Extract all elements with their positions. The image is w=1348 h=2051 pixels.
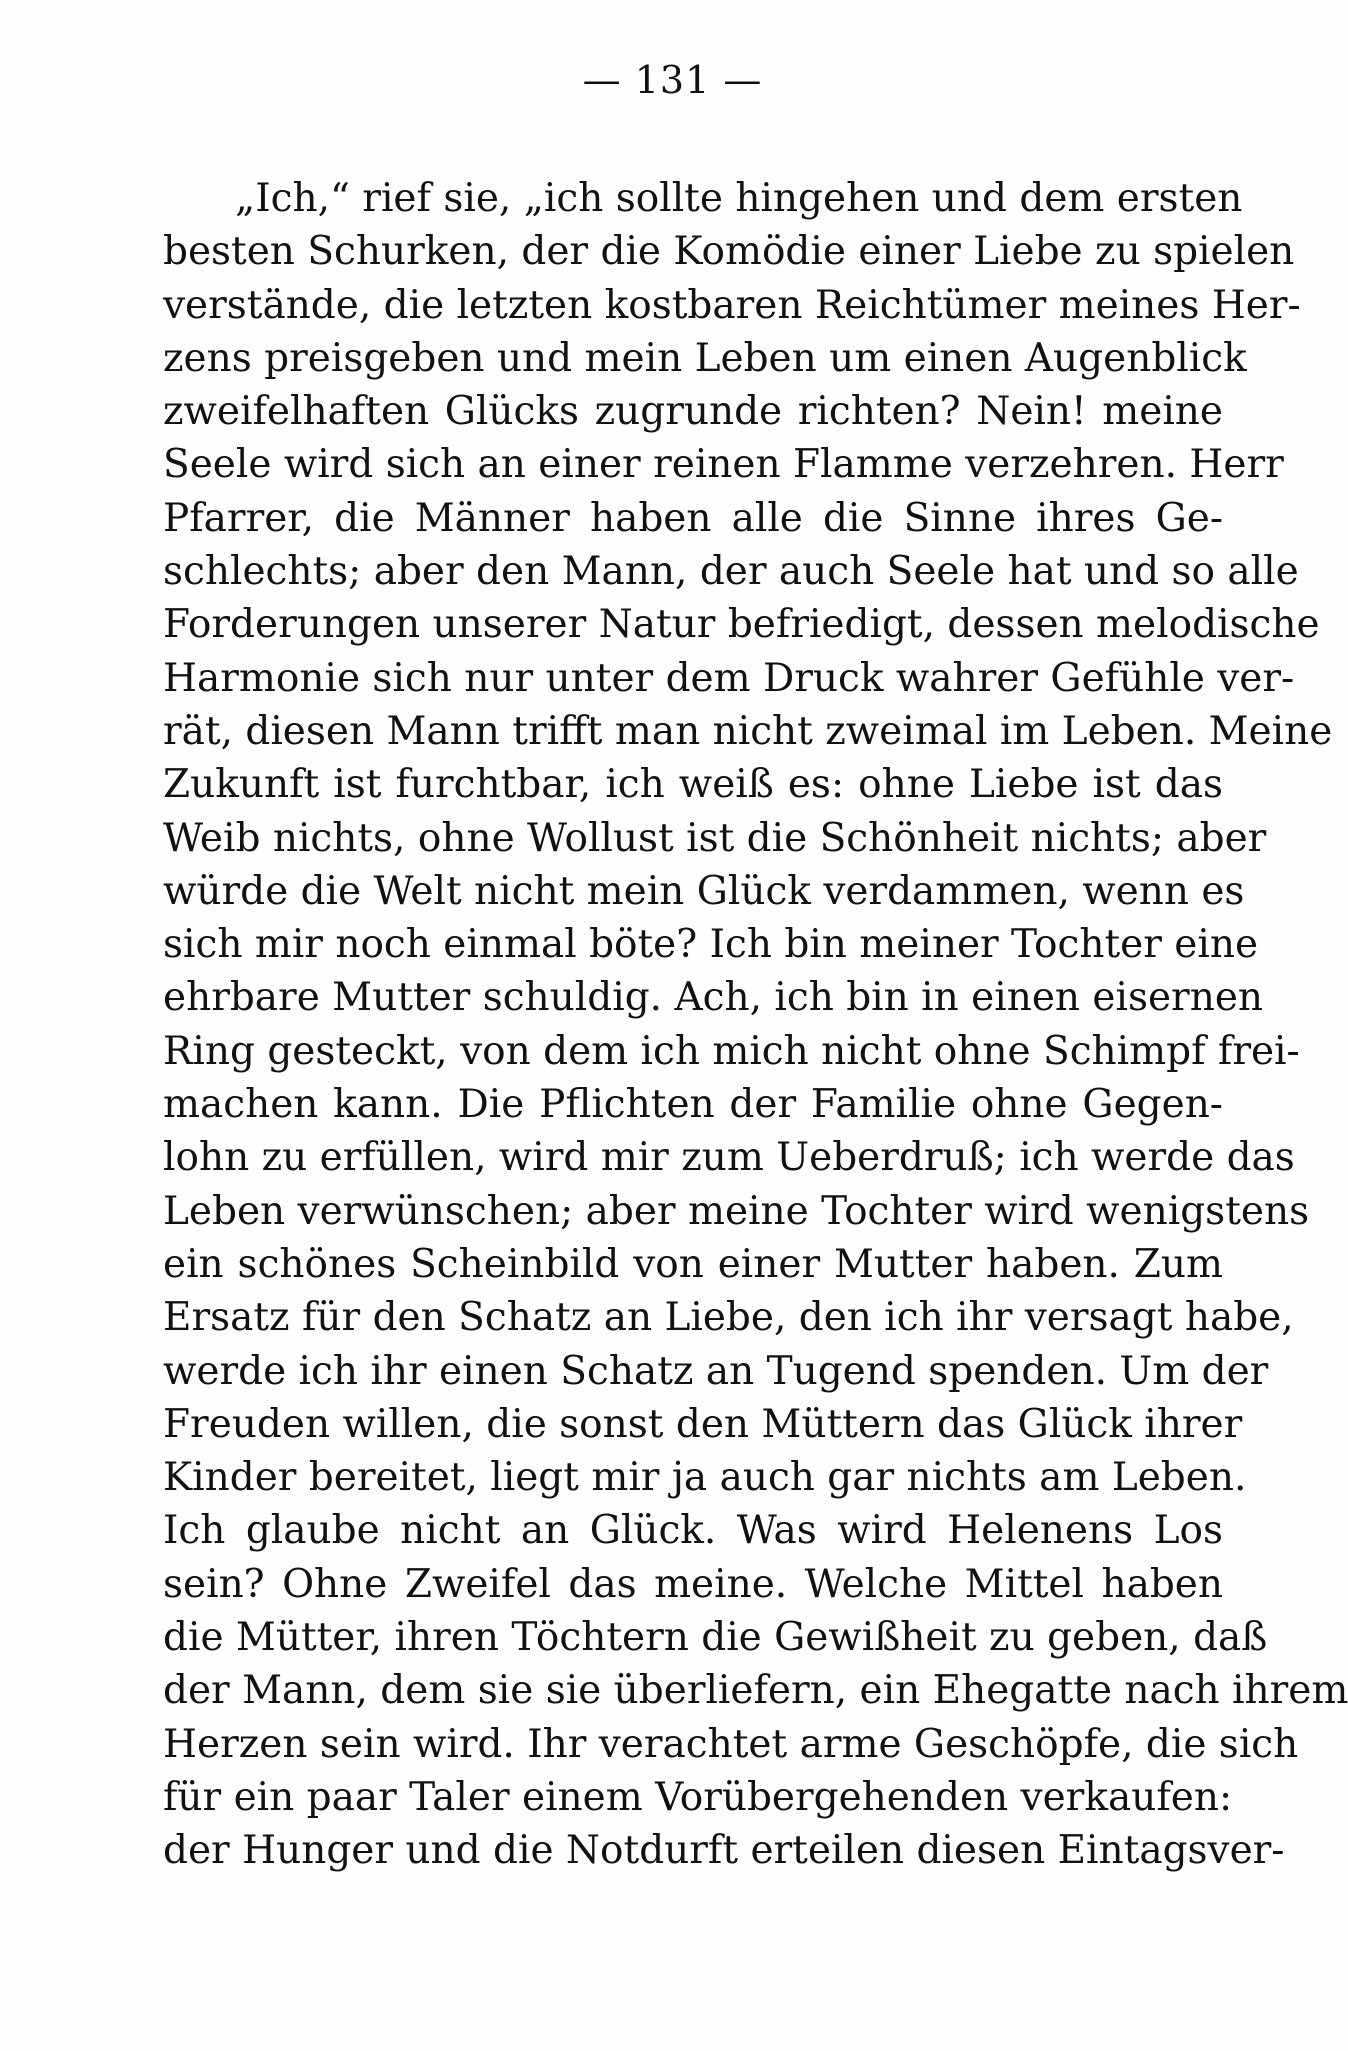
text-line: ein schönes Scheinbild von einer Mutter haben. Zum <box>163 1241 1223 1287</box>
text-line: rät, diesen Mann trifft man nicht zweimal im Leben. Meine <box>163 708 1333 754</box>
text-line: für ein paar Taler einem Vorübergehenden verkaufen: <box>163 1774 1233 1820</box>
text-line: werde ich ihr einen Schatz an Tugend spenden. Um der <box>163 1348 1269 1394</box>
text-line: zens preisgeben und mein Leben um einen Augenblick <box>163 335 1247 381</box>
text-line: ehrbare Mutter schuldig. Ach, ich bin in einen eisernen <box>163 975 1264 1021</box>
text-line: machen kann. Die Pflichten der Familie ohne Gegen- <box>163 1082 1223 1128</box>
text-line: Pfarrer, die Männer haben alle die Sinne ihres Ge- <box>163 495 1223 541</box>
text-line: der Hunger und die Notdurft erteilen diesen Eintagsver- <box>163 1828 1285 1874</box>
body-text <box>163 172 1348 1878</box>
text-line: der Mann, dem sie sie überliefern, ein Ehegatte nach ihrem <box>163 1668 1348 1714</box>
text-line: verstände, die letzten kostbaren Reichtümer meines Her- <box>163 282 1301 328</box>
text-line: Leben verwünschen; aber meine Tochter wird wenigstens <box>163 1188 1310 1234</box>
text-line: Ich glaube nicht an Glück. Was wird Helenens Los <box>163 1508 1223 1554</box>
text-line: Ring gesteckt, von dem ich mich nicht ohne Schimpf frei- <box>163 1028 1300 1074</box>
text-line: schlechts; aber den Mann, der auch Seele hat und so alle <box>163 549 1299 595</box>
text-line: Seele wird sich an einer reinen Flamme verzehren. Herr <box>163 442 1284 488</box>
text-line: sich mir noch einmal böte? Ich bin meiner Tochter eine <box>163 922 1259 968</box>
text-line: Zukunft ist furchtbar, ich weiß es: ohne Liebe ist das <box>163 762 1223 808</box>
text-line: sein? Ohne Zweifel das meine. Welche Mittel haben <box>163 1561 1223 1607</box>
text-line: Kinder bereitet, liegt mir ja auch gar nichts am Leben. <box>163 1455 1247 1501</box>
text-line: lohn zu erfüllen, wird mir zum Ueberdruß; ich werde das <box>163 1135 1295 1181</box>
text-line: Weib nichts, ohne Wollust ist die Schönheit nichts; aber <box>163 815 1267 861</box>
text-line: Harmonie sich nur unter dem Druck wahrer Gefühle ver- <box>163 655 1295 701</box>
text-line: Freuden willen, die sonst den Müttern das Glück ihrer <box>163 1401 1243 1447</box>
text-line: „Ich,“ rief sie, „ich sollte hingehen und dem ersten <box>235 176 1243 221</box>
text-line: Forderungen unserer Natur befriedigt, dessen melodische <box>163 602 1320 648</box>
text-line: Herzen sein wird. Ihr verachtet arme Geschöpfe, die sich <box>163 1721 1299 1767</box>
page-number: — 131 — <box>582 58 763 102</box>
text-line: zweifelhaften Glücks zugrunde richten? Nein! meine <box>163 389 1223 435</box>
text-line: Ersatz für den Schatz an Liebe, den ich ihr versagt habe, <box>163 1295 1294 1341</box>
text-line: würde die Welt nicht mein Glück verdammen, wenn es <box>163 868 1245 914</box>
text-line: besten Schurken, der die Komödie einer Liebe zu spielen <box>163 229 1295 275</box>
text-line: die Mütter, ihren Töchtern die Gewißheit zu geben, daß <box>163 1615 1268 1661</box>
